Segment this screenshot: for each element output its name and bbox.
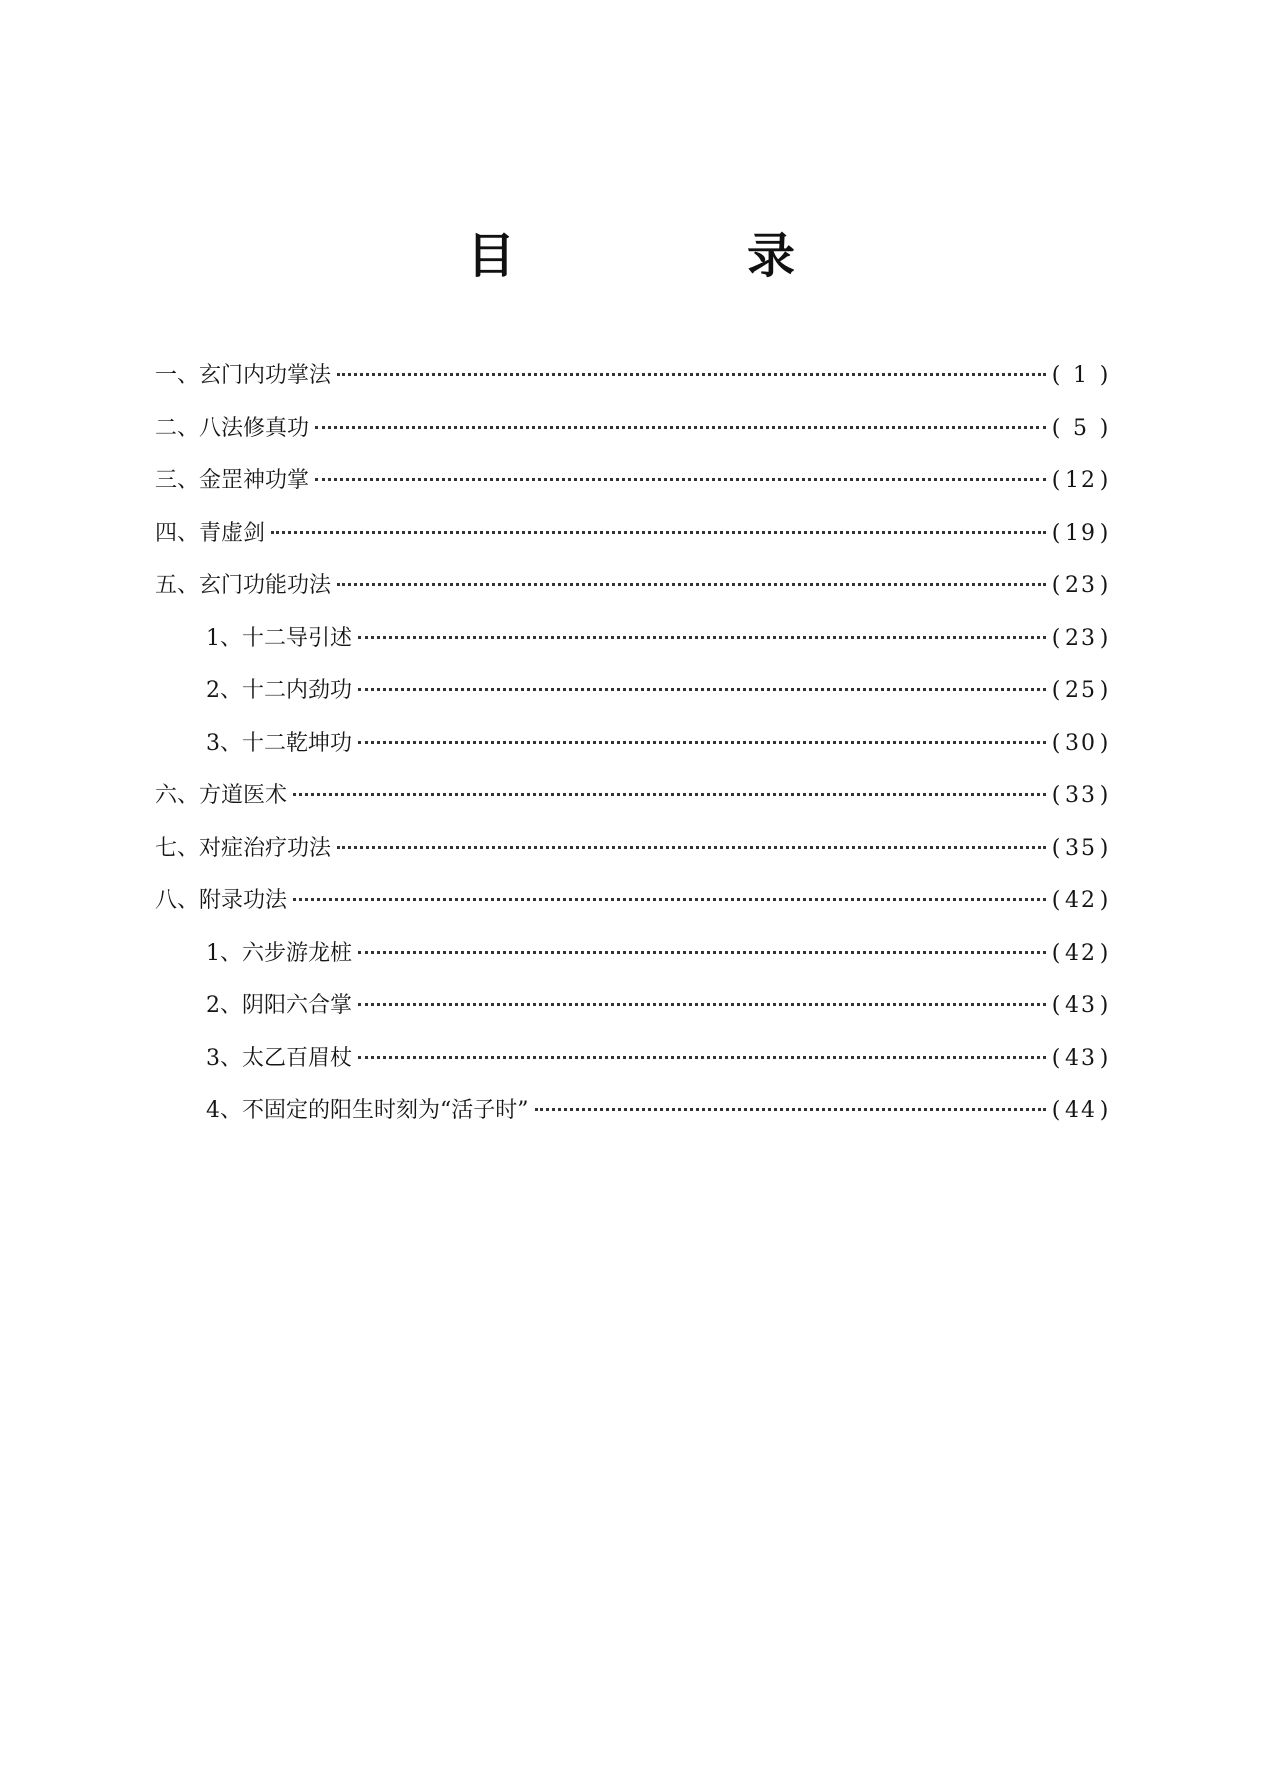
paren-close: )	[1099, 888, 1111, 913]
paren-close: )	[1099, 363, 1111, 388]
paren-open: (	[1051, 625, 1063, 651]
paren-open: (	[1051, 363, 1063, 388]
paren-close: )	[1099, 573, 1111, 598]
paren-open: (	[1051, 940, 1063, 966]
toc-page-number: 25	[1065, 678, 1097, 703]
toc-entry-label: 七、对症治疗功法	[155, 835, 332, 861]
paren-close: )	[1099, 468, 1111, 493]
toc-subentry[interactable]	[155, 729, 1112, 782]
paren-close: )	[1099, 1098, 1111, 1123]
toc-page-ref	[1050, 466, 1112, 496]
paren-close: )	[1099, 993, 1111, 1018]
toc-page-ref	[1050, 1096, 1112, 1126]
toc-entry[interactable]	[155, 571, 1112, 624]
toc-page-ref	[1050, 624, 1112, 654]
dot-leader	[358, 741, 1046, 744]
toc-entry[interactable]	[155, 466, 1112, 519]
toc-entry-label: 3、十二乾坤功	[206, 730, 352, 756]
toc-page-ref	[1050, 939, 1112, 969]
paren-open: (	[1051, 573, 1063, 598]
dot-leader	[315, 478, 1046, 481]
toc-page-ref	[1050, 414, 1112, 444]
toc-entry-label: 五、玄门功能功法	[155, 573, 332, 598]
toc-page-number: 44	[1065, 1098, 1097, 1123]
dot-leader	[293, 793, 1046, 796]
dot-leader	[271, 531, 1046, 534]
toc-subentry[interactable]	[155, 939, 1112, 992]
dot-leader	[358, 1003, 1046, 1006]
paren-open: (	[1051, 835, 1063, 861]
paren-open: (	[1051, 415, 1063, 441]
dot-leader	[535, 1108, 1047, 1111]
toc-page-ref	[1050, 886, 1112, 916]
paren-open: (	[1051, 1045, 1063, 1071]
toc-subentry[interactable]	[155, 624, 1112, 677]
toc-entry[interactable]	[155, 519, 1112, 572]
toc-entry-label: 四、青虚剑	[155, 520, 266, 546]
toc-page-ref	[1050, 729, 1112, 759]
paren-open: (	[1051, 993, 1063, 1018]
toc-page-ref	[1050, 361, 1112, 391]
toc-page-number: 1	[1073, 363, 1089, 388]
paren-open: (	[1051, 520, 1063, 546]
toc-subentry[interactable]	[155, 1044, 1112, 1097]
toc-entry-label: 4、不固定的阳生时刻为“活子时”	[206, 1098, 529, 1123]
table-of-contents	[155, 361, 1112, 1149]
toc-entry-label: 二、八法修真功	[155, 415, 310, 441]
toc-page-ref	[1050, 519, 1112, 549]
page-title: 目 录	[466, 228, 887, 284]
dot-leader	[358, 688, 1046, 691]
toc-page-number: 5	[1073, 415, 1089, 441]
toc-page-ref	[1050, 1044, 1112, 1074]
dot-leader	[293, 898, 1046, 901]
toc-entry[interactable]	[155, 361, 1112, 414]
toc-entry-label: 一、玄门内功掌法	[155, 363, 332, 388]
dot-leader	[358, 951, 1046, 954]
paren-open: (	[1051, 730, 1063, 756]
toc-entry-label: 2、十二内劲功	[206, 678, 352, 703]
toc-page-ref	[1050, 571, 1112, 601]
toc-page-number: 33	[1065, 783, 1097, 808]
toc-page-number: 42	[1065, 888, 1097, 913]
paren-open: (	[1051, 1098, 1063, 1123]
toc-subentry[interactable]	[155, 1096, 1112, 1149]
dot-leader	[337, 373, 1046, 376]
toc-entry-label: 三、金罡神功掌	[155, 468, 310, 493]
toc-page-number: 30	[1065, 730, 1097, 756]
dot-leader	[337, 583, 1046, 586]
toc-page-ref	[1050, 834, 1112, 864]
toc-page-number: 12	[1065, 468, 1097, 493]
toc-entry[interactable]	[155, 834, 1112, 887]
paren-close: )	[1099, 940, 1111, 966]
paren-open: (	[1051, 783, 1063, 808]
toc-page-number: 42	[1065, 940, 1097, 966]
dot-leader	[358, 1056, 1046, 1059]
toc-page-number: 43	[1065, 993, 1097, 1018]
paren-open: (	[1051, 468, 1063, 493]
toc-page-number: 43	[1065, 1045, 1097, 1071]
paren-close: )	[1099, 835, 1111, 861]
toc-page-ref	[1050, 781, 1112, 811]
dot-leader	[337, 846, 1046, 849]
paren-close: )	[1099, 1045, 1111, 1071]
toc-page-ref	[1050, 991, 1112, 1021]
paren-close: )	[1099, 625, 1111, 651]
toc-entry[interactable]	[155, 781, 1112, 834]
paren-close: )	[1099, 415, 1111, 441]
paren-close: )	[1099, 730, 1111, 756]
paren-close: )	[1099, 678, 1111, 703]
paren-close: )	[1099, 783, 1111, 808]
toc-entry-label: 2、阴阳六合掌	[206, 993, 352, 1018]
toc-page-number: 23	[1065, 573, 1097, 598]
toc-entry-label: 1、十二导引述	[206, 625, 352, 651]
toc-entry[interactable]	[155, 886, 1112, 939]
toc-entry[interactable]	[155, 414, 1112, 467]
paren-close: )	[1099, 520, 1111, 546]
paren-open: (	[1051, 678, 1063, 703]
toc-page-number: 19	[1065, 520, 1097, 546]
toc-entry-label: 1、六步游龙桩	[206, 940, 352, 966]
toc-subentry[interactable]	[155, 991, 1112, 1044]
dot-leader	[358, 636, 1046, 639]
toc-page-number: 23	[1065, 625, 1097, 651]
toc-entry-label: 六、方道医术	[155, 783, 288, 808]
paren-open: (	[1051, 888, 1063, 913]
dot-leader	[315, 426, 1046, 429]
toc-entry-label: 3、太乙百眉杖	[206, 1045, 352, 1071]
toc-page-number: 35	[1065, 835, 1097, 861]
toc-entry-label: 八、附录功法	[155, 888, 288, 913]
toc-page-ref	[1050, 676, 1112, 706]
toc-subentry[interactable]	[155, 676, 1112, 729]
